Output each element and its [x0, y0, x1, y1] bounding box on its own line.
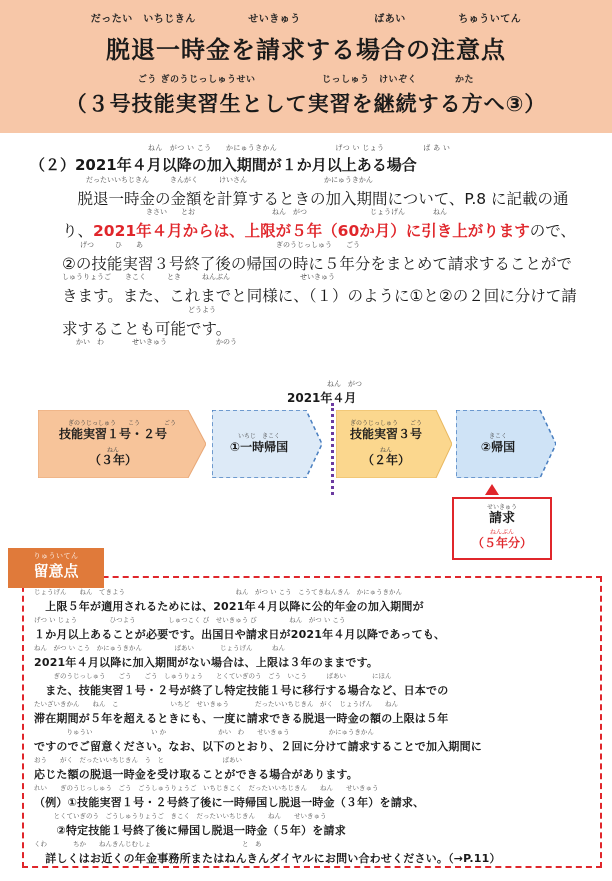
note-line: また、技能実習１号・２号が終了し特定技能１号に移行する場合など、日本での: [34, 684, 449, 697]
note-line: （例）①技能実習１号・２号終了後に一時帰国し脱退一時金（３年）を請求、: [34, 796, 425, 809]
note-line: ですのでご留意ください。なお、以下のとおり、２回に分けて請求することで加入期間に: [34, 740, 482, 753]
title-banner: [0, 0, 612, 133]
body-ruby-4: しゅうりょうご きこく とき ねんぶん せいきゅう: [62, 273, 335, 281]
flow-step-return-home: [456, 410, 556, 478]
page-subtitle: （３号技能実習生として実習を継続する方へ③）: [65, 92, 547, 116]
note-line: 上限５年が適用されるためには、2021年４月以降に公的年金の加入期間が: [34, 600, 424, 613]
flow-step-ruby: ぎのうじっしゅう こう ごう: [67, 420, 176, 427]
body-text-highlight: 2021年４月からは、上限が５年（60か月）に引き上がります: [93, 222, 530, 241]
note-ruby: とくていぎのう ごうしゅうりょうご きこく だったいいちじきん ねん せいきゅう: [34, 812, 327, 820]
notes-tab-ruby: りゅういてん: [33, 552, 79, 560]
note-ruby: れい ぎのうじっしゅう ごう ごうしゅうりょうご いちじきこく だったいいちじきん ねん せいきゅう: [34, 784, 379, 792]
request-years-ruby: ねんぶん: [489, 529, 514, 536]
body-ruby-6: かい わ せいきゅう かのう: [62, 338, 237, 346]
page-title: 脱退一時金を請求する場合の注意点: [106, 36, 506, 64]
note-ruby: おう がく だったいいちじきん う と ばあい: [34, 756, 242, 764]
body-ruby-1: だったいいちじきん きんがく けいさん かにゅうきかん: [86, 176, 373, 184]
flow-step-label: ②帰国: [480, 440, 516, 454]
note-line: 応じた額の脱退一時金を受け取ることができる場合があります。: [34, 768, 358, 781]
request-label: 請求: [488, 511, 515, 526]
note-line: １か月以上あることが必要です。出国日や請求日が2021年４月以降であっても、: [34, 628, 446, 641]
date-divider-line: [331, 403, 334, 495]
request-callout: [452, 497, 552, 560]
request-years: （５年分）: [471, 536, 532, 550]
notes-tab: [8, 548, 104, 588]
flow-step-label: 技能実習３号: [349, 427, 422, 441]
flow-step-temporary-return: [212, 410, 322, 478]
flow-step-ruby: いちじ きこく: [237, 433, 280, 440]
note-line: 詳しくはお近くの年金事務所またはねんきんダイヤルにお問い合わせください。（→P.11）: [34, 852, 501, 865]
date-label: 2021年４月: [287, 391, 357, 405]
up-arrow-icon: [485, 484, 499, 495]
note-ruby: げつ い じょう ひつよう しゅつこく び せいきゅう び ねん がつ い こう: [34, 616, 346, 624]
body-ruby-3: げつ ひ あ ぎのうじっしゅう ごう: [80, 241, 360, 249]
flow-step-ruby: きこく: [488, 433, 507, 440]
note-ruby: くわ ちか ねんきんじむしょ と あ: [34, 840, 262, 848]
note-line: 2021年４月以降に加入期間がない場合は、上限は３年のままです。: [34, 656, 379, 669]
body-ruby-5: どうよう: [62, 306, 216, 314]
body-ruby-2: きさい とお ねん がつ じょうげん ねん: [146, 208, 447, 216]
flow-step-training-1-2: [38, 410, 206, 478]
note-ruby: りゅうい い か かい わ せいきゅう かにゅうきかん: [34, 728, 374, 736]
flow-step-duration: （２年）: [361, 453, 410, 467]
body-text-rest: ので、②の技能実習３号終了後の帰国の時に５年分をまとめて請求することができます。また、これまでと同様に、（１）のように①と②の２回に分けて請求することも可能です。: [62, 222, 577, 338]
title-ruby: だったい いちじきん せいきゅう ばあい ちゅういてん: [90, 14, 522, 25]
body-text-intro: 脱退一時金の金額を計算するときの加入期間について、P.8 に記載の通り、: [62, 190, 569, 241]
body-paragraph: [62, 183, 577, 345]
note-ruby: ねん がつ い こう かにゅうきかん ばあい じょうげん ねん: [34, 644, 286, 652]
section-ruby: ねん がつ い こう かにゅうきかん げつ い じょう ば あ い: [148, 144, 451, 152]
note-line: 滞在期間が５年を超えるときにも、一度に請求できる脱退一時金の額の上限は５年: [34, 712, 449, 725]
flow-step-duration: （３年）: [88, 453, 137, 467]
note-ruby: ぎのうじっしゅう ごう ごう しゅうりょう とくていぎのう ごう いこう ばあい にほん: [34, 672, 392, 680]
notes-tab-label: 留意点: [33, 562, 79, 580]
request-ruby: せいきゅう: [486, 504, 517, 511]
flow-step-training-3: [336, 410, 452, 478]
note-ruby: じょうげん ねん てきよう ねん がつ い こう こうてきねんきん かにゅうきかん: [34, 588, 403, 596]
flow-step-ruby-mid: ねん: [106, 447, 119, 454]
flow-step-label: 技能実習１号・２号: [58, 427, 167, 441]
flow-step-ruby-mid: ねん: [379, 447, 392, 454]
note-line: ②特定技能１号終了後に帰国し脱退一時金（５年）を請求: [34, 824, 346, 837]
flow-step-ruby: ぎのうじっしゅう ごう: [349, 420, 422, 427]
notes-box: [22, 576, 602, 868]
flow-step-label: ①一時帰国: [229, 440, 289, 454]
date-ruby: ねん がつ: [327, 380, 362, 388]
note-ruby: たいざいきかん ねん こ いちど せいきゅう だったいいちじきん がく じょうげん ねん: [34, 700, 398, 708]
subtitle-ruby: ごう ぎのうじっしゅうせい じっしゅう けいぞく かた: [137, 75, 475, 85]
section-heading: （２）2021年４月以降の加入期間が１か月以上ある場合: [30, 156, 417, 174]
